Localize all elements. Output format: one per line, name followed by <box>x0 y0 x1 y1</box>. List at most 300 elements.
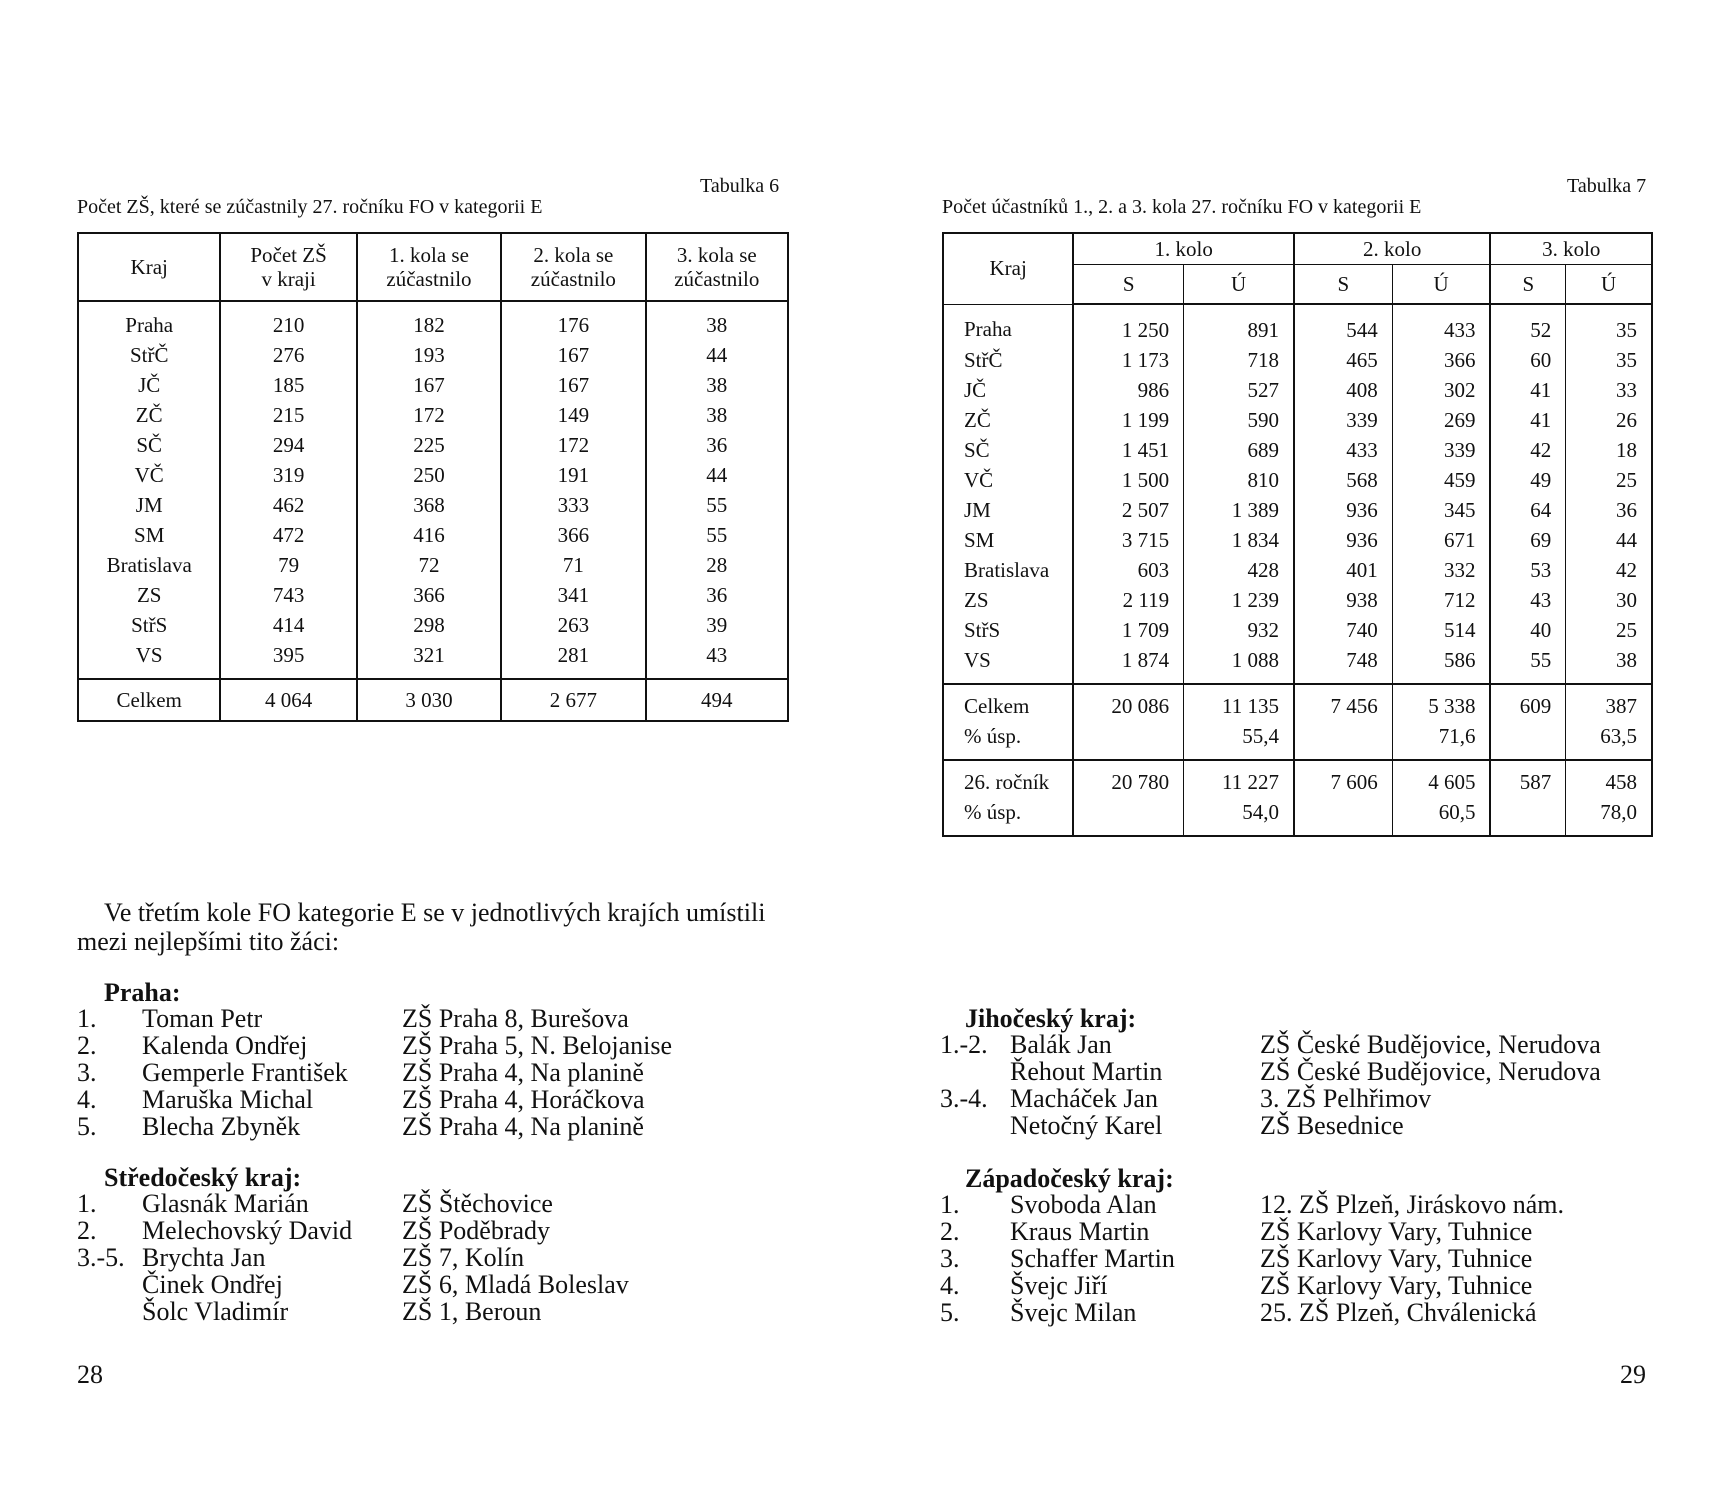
table-cell: 1 500 <box>1073 465 1183 495</box>
table-row <box>78 340 788 370</box>
table-cell: 55,4 <box>1184 721 1294 760</box>
table-cell: 936 <box>1294 495 1392 525</box>
table-cell: 891 <box>1184 304 1294 345</box>
table-cell <box>1073 797 1183 836</box>
table7-subheader: S <box>1490 265 1565 305</box>
intro-line-2: mezi nejlepšími tito žáci: <box>77 927 340 956</box>
school-name: ZŠ Poděbrady <box>402 1216 551 1245</box>
school-name: ZŠ Praha 4, Horáčkova <box>402 1085 645 1114</box>
table-cell: JČ <box>964 377 987 402</box>
table-cell: VS <box>964 647 991 672</box>
table-cell: 225 <box>357 430 501 460</box>
table-cell: 52 <box>1490 304 1565 345</box>
rank: 1. <box>77 1189 97 1218</box>
table-cell: 41 <box>1490 405 1565 435</box>
table-cell: 7 456 <box>1294 684 1392 721</box>
table-cell: Bratislava <box>106 552 192 577</box>
table-cell: 55 <box>646 490 788 520</box>
list-item <box>77 1086 727 1113</box>
table-cell: 494 <box>646 679 788 721</box>
page-number-left: 28 <box>77 1360 103 1389</box>
table-cell: 20 780 <box>1073 760 1183 797</box>
list-item <box>940 1191 1640 1218</box>
student-name: Kalenda Ondřej <box>142 1031 308 1060</box>
table7-subheader: Ú <box>1392 265 1490 305</box>
table-cell: 36 <box>646 430 788 460</box>
table-cell: 36 <box>646 580 788 610</box>
table-cell: 4 064 <box>220 679 356 721</box>
table-row <box>943 555 1652 585</box>
table-cell: 712 <box>1392 585 1490 615</box>
table7-subheader: Ú <box>1566 265 1652 305</box>
table-cell: StřČ <box>964 347 1003 372</box>
table-cell: 408 <box>1294 375 1392 405</box>
results-list-stredocesky <box>77 1190 727 1325</box>
school-name: ZŠ Praha 8, Burešova <box>402 1004 629 1033</box>
table-cell: 319 <box>220 460 356 490</box>
table-cell: 167 <box>501 340 645 370</box>
rank: 5. <box>940 1298 960 1327</box>
table6-caption: Počet ZŠ, které se zúčastnily 27. ročníku FO v kategorii E <box>77 196 543 218</box>
rank: 5. <box>77 1112 97 1141</box>
header-text: 1. kola se zúčastnilo <box>386 242 472 291</box>
table-cell: SČ <box>964 437 990 462</box>
table-cell: 2 507 <box>1073 495 1183 525</box>
page-number-right: 29 <box>1620 1360 1646 1389</box>
table6-header-row <box>78 233 788 301</box>
table-cell: StřS <box>964 617 1001 642</box>
table-cell: 3 715 <box>1073 525 1183 555</box>
list-item <box>77 1271 727 1298</box>
list-item <box>940 1031 1640 1058</box>
table-cell: 149 <box>501 400 645 430</box>
results-list-jihocesky <box>940 1031 1640 1139</box>
school-name: ZŠ Praha 4, Na planině <box>402 1058 644 1087</box>
student-name: Toman Petr <box>142 1004 263 1033</box>
table-cell: 28 <box>646 550 788 580</box>
student-name: Melechovský David <box>142 1216 353 1245</box>
table-cell: 182 <box>357 301 501 340</box>
table7 <box>942 232 1653 837</box>
table7-header-round: 2. kolo <box>1294 233 1491 265</box>
student-name: Brychta Jan <box>142 1243 266 1272</box>
school-name: 3. ZŠ Pelhřimov <box>1260 1084 1432 1113</box>
list-item <box>77 1244 727 1271</box>
table-cell: 172 <box>357 400 501 430</box>
table-cell: 740 <box>1294 615 1392 645</box>
table-cell: 2 677 <box>501 679 645 721</box>
student-name: Maruška Michal <box>142 1085 314 1114</box>
table-cell: 276 <box>220 340 356 370</box>
table-cell: 395 <box>220 640 356 679</box>
table7-subheader: S <box>1294 265 1392 305</box>
table-cell: 1 199 <box>1073 405 1183 435</box>
table-cell: ZS <box>964 587 989 612</box>
table-cell: 603 <box>1073 555 1183 585</box>
school-name: ZŠ Praha 4, Na planině <box>402 1112 644 1141</box>
table-cell: 44 <box>646 340 788 370</box>
table-cell: 472 <box>220 520 356 550</box>
table-cell: 63,5 <box>1566 721 1652 760</box>
table-cell: 810 <box>1184 465 1294 495</box>
list-item <box>77 1217 727 1244</box>
table-cell <box>1294 721 1392 760</box>
section-title-praha: Praha: <box>104 978 181 1007</box>
table6-header-cell <box>220 233 356 301</box>
table-cell: 191 <box>501 460 645 490</box>
school-name: ZŠ Praha 5, N. Belojanise <box>402 1031 673 1060</box>
table6-header-cell <box>78 233 220 301</box>
table6-body <box>78 301 788 679</box>
table-cell: 5 338 <box>1392 684 1490 721</box>
table-cell: 53 <box>1490 555 1565 585</box>
school-name: ZŠ 6, Mladá Boleslav <box>402 1270 629 1299</box>
table-cell: 38 <box>646 370 788 400</box>
list-item <box>77 1005 727 1032</box>
header-text: Kraj <box>130 254 168 279</box>
school-name: ZŠ Karlovy Vary, Tuhnice <box>1260 1244 1533 1273</box>
table-cell: 55 <box>646 520 788 550</box>
table-cell: 44 <box>1566 525 1652 555</box>
table-row <box>78 550 788 580</box>
table-row <box>943 375 1652 405</box>
table-cell: 60 <box>1490 345 1565 375</box>
table-cell: 527 <box>1184 375 1294 405</box>
table-cell: 72 <box>357 550 501 580</box>
table-cell: 4 605 <box>1392 760 1490 797</box>
table-cell: 60,5 <box>1392 797 1490 836</box>
table6-header-cell <box>357 233 501 301</box>
table-cell: 1 874 <box>1073 645 1183 684</box>
table-cell: 215 <box>220 400 356 430</box>
list-item <box>77 1059 727 1086</box>
table-cell: 302 <box>1392 375 1490 405</box>
table-cell: 42 <box>1566 555 1652 585</box>
table-cell: 185 <box>220 370 356 400</box>
rank: 4. <box>940 1271 960 1300</box>
table-cell: 2 119 <box>1073 585 1183 615</box>
student-name: Kraus Martin <box>1010 1217 1150 1246</box>
table-row <box>78 580 788 610</box>
table-cell: 20 086 <box>1073 684 1183 721</box>
table7-header-kraj: Kraj <box>943 233 1073 304</box>
table-cell <box>1073 721 1183 760</box>
table-cell: 26 <box>1566 405 1652 435</box>
table6-label: Tabulka 6 <box>700 175 780 197</box>
header-text: 3. kola se zúčastnilo <box>674 242 760 291</box>
table-cell: 38 <box>646 301 788 340</box>
table-row <box>943 615 1652 645</box>
rank: 1. <box>77 1004 97 1033</box>
student-name: Glasnák Marián <box>142 1189 309 1218</box>
list-item <box>940 1085 1640 1112</box>
list-item <box>940 1245 1640 1272</box>
table-cell: 544 <box>1294 304 1392 345</box>
table-cell: 36 <box>1566 495 1652 525</box>
table-cell: 43 <box>646 640 788 679</box>
table-cell: VČ <box>134 462 164 487</box>
table-cell: 986 <box>1073 375 1183 405</box>
table-row <box>78 460 788 490</box>
table-cell: 938 <box>1294 585 1392 615</box>
table-cell: 433 <box>1294 435 1392 465</box>
table-cell: 40 <box>1490 615 1565 645</box>
table-cell: 459 <box>1392 465 1490 495</box>
table7-total-pct-row <box>943 721 1652 760</box>
table-cell: 671 <box>1392 525 1490 555</box>
rank: 4. <box>77 1085 97 1114</box>
table-row <box>943 405 1652 435</box>
table-cell <box>1490 797 1565 836</box>
table-row <box>78 520 788 550</box>
table-cell: 42 <box>1490 435 1565 465</box>
table-cell: 743 <box>220 580 356 610</box>
list-item <box>77 1298 727 1325</box>
table-cell: 167 <box>357 370 501 400</box>
table-cell: 401 <box>1294 555 1392 585</box>
school-name: ZŠ Karlovy Vary, Tuhnice <box>1260 1271 1533 1300</box>
table-row <box>943 465 1652 495</box>
table-cell: VČ <box>964 467 994 492</box>
rank: 1. <box>940 1190 960 1219</box>
rank: 3.-4. <box>940 1084 988 1113</box>
table-cell: VS <box>135 642 163 667</box>
table-cell: 609 <box>1490 684 1565 721</box>
school-name: ZŠ Besednice <box>1260 1111 1404 1140</box>
table-cell: 514 <box>1392 615 1490 645</box>
table-row <box>78 430 788 460</box>
list-item <box>940 1112 1640 1139</box>
table-cell: 294 <box>220 430 356 460</box>
table-cell: 414 <box>220 610 356 640</box>
table-cell: SČ <box>136 432 163 457</box>
table-row <box>943 525 1652 555</box>
header-text: Počet ZŠ v kraji <box>250 242 327 291</box>
rank: 3. <box>77 1058 97 1087</box>
list-item <box>77 1032 727 1059</box>
table-cell: 44 <box>646 460 788 490</box>
table-cell: 41 <box>1490 375 1565 405</box>
list-item <box>77 1190 727 1217</box>
table-cell: 1 173 <box>1073 345 1183 375</box>
table-cell: 43 <box>1490 585 1565 615</box>
table-cell: 3 030 <box>357 679 501 721</box>
table-cell: 1 451 <box>1073 435 1183 465</box>
student-name: Blecha Zbyněk <box>142 1112 301 1141</box>
table-cell: 263 <box>501 610 645 640</box>
table-cell: 748 <box>1294 645 1392 684</box>
table7-total-group <box>943 684 1652 760</box>
section-title-zapadocesky: Západočeský kraj: <box>965 1164 1174 1193</box>
rank: 2. <box>940 1217 960 1246</box>
table-row <box>78 610 788 640</box>
table7-subheader: S <box>1073 265 1183 305</box>
school-name: ZŠ 7, Kolín <box>402 1243 525 1272</box>
section-title-stredocesky: Středočeský kraj: <box>104 1163 302 1192</box>
table-cell: Praha <box>964 317 1012 342</box>
table-cell: SM <box>134 522 165 547</box>
table-cell: 1 709 <box>1073 615 1183 645</box>
table-cell: 586 <box>1392 645 1490 684</box>
table-cell: 718 <box>1184 345 1294 375</box>
header-text: 2. kola se zúčastnilo <box>530 242 616 291</box>
table7-prev-pct-row <box>943 797 1652 836</box>
table-cell: 932 <box>1184 615 1294 645</box>
table-cell: StřČ <box>129 342 169 367</box>
school-name: ZŠ Štěchovice <box>402 1189 553 1218</box>
list-item <box>940 1058 1640 1085</box>
table6 <box>77 232 789 722</box>
table-cell: 33 <box>1566 375 1652 405</box>
table-cell: 339 <box>1294 405 1392 435</box>
table7-header-row <box>943 233 1652 265</box>
table-row <box>78 400 788 430</box>
student-name: Netočný Karel <box>1010 1111 1163 1140</box>
table-cell: ZČ <box>135 402 163 427</box>
table-cell: 462 <box>220 490 356 520</box>
table6-total-row <box>78 679 788 721</box>
student-name: Činek Ondřej <box>142 1270 283 1299</box>
table-cell: 71,6 <box>1392 721 1490 760</box>
table-cell <box>1490 721 1565 760</box>
table-cell: 78,0 <box>1566 797 1652 836</box>
table7-caption: Počet účastníků 1., 2. a 3. kola 27. ročníku FO v kategorii E <box>942 196 1422 218</box>
table-cell: JČ <box>138 372 161 397</box>
student-name: Řehout Martin <box>1010 1057 1163 1086</box>
table-cell: 30 <box>1566 585 1652 615</box>
table-row <box>943 304 1652 345</box>
student-name: Schaffer Martin <box>1010 1244 1175 1273</box>
table-cell: 587 <box>1490 760 1565 797</box>
table-cell: 339 <box>1392 435 1490 465</box>
student-name: Svoboda Alan <box>1010 1190 1157 1219</box>
student-name: Švejc Milan <box>1010 1298 1137 1327</box>
table-cell: 689 <box>1184 435 1294 465</box>
table-cell: 366 <box>1392 345 1490 375</box>
table-cell: 55 <box>1490 645 1565 684</box>
list-item <box>940 1272 1640 1299</box>
table-cell: 465 <box>1294 345 1392 375</box>
table7-prev-group <box>943 760 1652 836</box>
table-row <box>78 490 788 520</box>
student-name: Gemperle František <box>142 1058 348 1087</box>
school-name: 25. ZŠ Plzeň, Chválenická <box>1260 1298 1537 1327</box>
section-title-jihocesky: Jihočeský kraj: <box>965 1004 1137 1033</box>
table-cell: 281 <box>501 640 645 679</box>
table6-header-cell <box>646 233 788 301</box>
table-row <box>78 640 788 679</box>
table-cell: 11 227 <box>1184 760 1294 797</box>
table-cell: 936 <box>1294 525 1392 555</box>
table-row <box>943 345 1652 375</box>
school-name: 12. ZŠ Plzeň, Jiráskovo nám. <box>1260 1190 1565 1219</box>
table-cell: 416 <box>357 520 501 550</box>
table-cell <box>1294 797 1392 836</box>
table-cell: 25 <box>1566 615 1652 645</box>
table-cell: 333 <box>501 490 645 520</box>
results-list-praha <box>77 1005 727 1140</box>
table7-header-round: 3. kolo <box>1490 233 1652 265</box>
table-cell: JM <box>135 492 163 517</box>
rank: 3.-5. <box>77 1243 125 1272</box>
list-item <box>940 1299 1640 1326</box>
table-cell: 7 606 <box>1294 760 1392 797</box>
table-cell: 35 <box>1566 304 1652 345</box>
table-cell: StřS <box>131 612 168 637</box>
table-cell: 250 <box>357 460 501 490</box>
table-cell: 25 <box>1566 465 1652 495</box>
table-cell: Praha <box>125 312 174 337</box>
table-cell: 172 <box>501 430 645 460</box>
table-cell: 1 250 <box>1073 304 1183 345</box>
table-cell: 210 <box>220 301 356 340</box>
table-row <box>943 585 1652 615</box>
table-cell: 332 <box>1392 555 1490 585</box>
school-name: ZŠ 1, Beroun <box>402 1297 542 1326</box>
table-cell: 298 <box>357 610 501 640</box>
table-cell: Celkem <box>78 679 220 721</box>
table-cell: 1 239 <box>1184 585 1294 615</box>
table-cell: 176 <box>501 301 645 340</box>
table-cell: 54,0 <box>1184 797 1294 836</box>
list-item <box>940 1218 1640 1245</box>
school-name: ZŠ Karlovy Vary, Tuhnice <box>1260 1217 1533 1246</box>
table-cell: ZS <box>136 582 162 607</box>
table-cell: 167 <box>501 370 645 400</box>
rank: 2. <box>77 1216 97 1245</box>
table-cell: 590 <box>1184 405 1294 435</box>
rank: 2. <box>77 1031 97 1060</box>
table7-total-row <box>943 684 1652 721</box>
school-name: ZŠ České Budějovice, Nerudova <box>1260 1057 1601 1086</box>
table-cell: 345 <box>1392 495 1490 525</box>
table-cell: 193 <box>357 340 501 370</box>
table-row <box>78 370 788 400</box>
table-cell: % úsp. <box>964 799 1022 824</box>
student-name: Balák Jan <box>1010 1030 1112 1059</box>
table-cell: 387 <box>1566 684 1652 721</box>
table-cell: 35 <box>1566 345 1652 375</box>
table-cell: 341 <box>501 580 645 610</box>
table-cell: 433 <box>1392 304 1490 345</box>
table-cell: JM <box>964 497 991 522</box>
table7-subheader: Ú <box>1184 265 1294 305</box>
table-cell: 26. ročník <box>943 760 1073 797</box>
table-cell: 366 <box>357 580 501 610</box>
table-cell: 79 <box>220 550 356 580</box>
table-cell: 71 <box>501 550 645 580</box>
table-cell: Bratislava <box>964 557 1050 582</box>
list-item <box>77 1113 727 1140</box>
student-name: Švejc Jiří <box>1010 1271 1108 1300</box>
table7-header-round: 1. kolo <box>1073 233 1294 265</box>
table7-body <box>943 304 1652 684</box>
table-cell: 458 <box>1566 760 1652 797</box>
rank: 1.-2. <box>940 1030 988 1059</box>
school-name: ZŠ České Budějovice, Nerudova <box>1260 1030 1601 1059</box>
table-row <box>943 435 1652 465</box>
table-cell: 269 <box>1392 405 1490 435</box>
table-row <box>943 495 1652 525</box>
table-cell: 49 <box>1490 465 1565 495</box>
rank: 3. <box>940 1244 960 1273</box>
table-cell: 1 389 <box>1184 495 1294 525</box>
table-cell: Celkem <box>943 684 1073 721</box>
table-cell: 428 <box>1184 555 1294 585</box>
table-cell: 39 <box>646 610 788 640</box>
table7-label: Tabulka 7 <box>1567 175 1647 197</box>
table-row <box>943 645 1652 684</box>
